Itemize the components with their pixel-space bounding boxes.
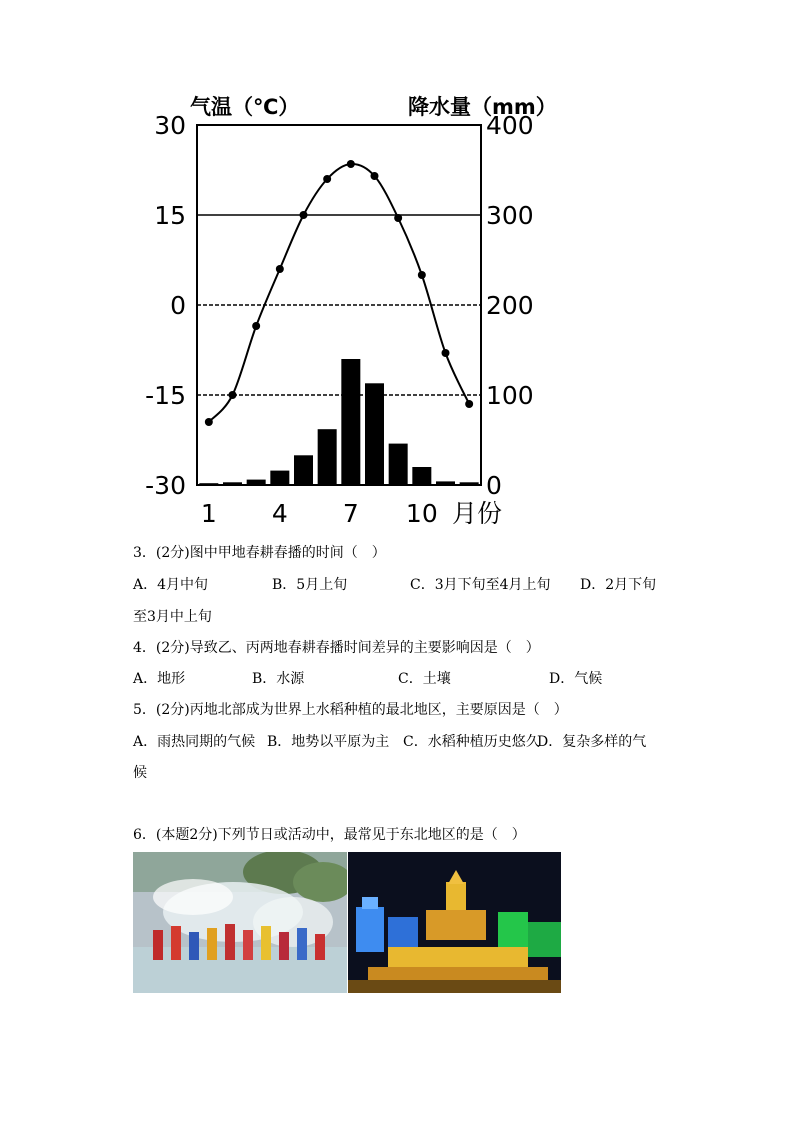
temperature-point-month-12: [465, 400, 473, 408]
y-left-tick-label: 30: [154, 111, 186, 140]
temperature-point-month-2: [229, 391, 237, 399]
precipitation-bars: [199, 359, 478, 485]
temperature-point-month-8: [371, 172, 379, 180]
question-3-option-b[interactable]: B．5月上旬: [272, 577, 348, 593]
precipitation-bar-month-12: [460, 482, 479, 485]
temperature-point-month-1: [205, 418, 213, 426]
question-3-option-d[interactable]: D．2月下旬: [580, 577, 657, 593]
x-tick-label: 1: [200, 499, 217, 525]
temperature-point-month-11: [442, 349, 450, 357]
question-3-option-a[interactable]: A．4月中旬: [133, 577, 209, 593]
y-right-tick-label: 400: [486, 111, 534, 140]
y-left-axis-title: 气温（℃）: [190, 95, 300, 119]
y-right-axis-title: 降水量（mm）: [408, 95, 557, 119]
y-right-tick-labels: [486, 111, 534, 500]
photo-water-splashing-festival[interactable]: [133, 852, 347, 993]
temperature-point-month-6: [323, 175, 331, 183]
precipitation-bar-month-1: [199, 483, 218, 485]
temperature-point-month-4: [276, 265, 284, 273]
precipitation-bar-month-10: [412, 467, 431, 485]
y-left-tick-label: 15: [154, 201, 186, 230]
temperature-point-month-10: [418, 271, 426, 279]
temperature-line: [209, 164, 469, 422]
y-right-tick-label: 300: [486, 201, 534, 230]
ice-festival-image: [348, 852, 561, 993]
y-left-tick-label: 0: [170, 291, 186, 320]
precipitation-bar-month-9: [389, 444, 408, 485]
water-festival-image: [133, 852, 347, 993]
precipitation-bar-month-5: [294, 455, 313, 485]
x-tick-label: 7: [342, 499, 359, 525]
precipitation-bar-month-4: [270, 471, 289, 485]
temperature-points: [205, 160, 473, 426]
precipitation-bar-month-11: [436, 481, 455, 485]
y-left-tick-label: -30: [145, 471, 186, 500]
y-right-tick-label: 100: [486, 381, 534, 410]
x-tick-labels: [201, 499, 502, 525]
climate-chart: [130, 85, 570, 525]
precipitation-bar-month-8: [365, 383, 384, 485]
question-4-stem: 4．(2分)导致乙、丙两地春耕春播时间差异的主要影响因是（ ）: [133, 640, 540, 656]
precipitation-bar-month-6: [318, 429, 337, 485]
precipitation-bar-month-2: [223, 482, 242, 485]
question-4-option-b[interactable]: B．水源: [252, 671, 305, 687]
question-5-option-a[interactable]: A．雨热同期的气候: [133, 734, 256, 750]
temperature-point-month-5: [300, 211, 308, 219]
y-left-tick-label: -15: [145, 381, 186, 410]
precipitation-bar-month-7: [341, 359, 360, 485]
question-3-option-c[interactable]: C．3月下旬至4月上旬: [410, 577, 551, 593]
question-5-option-c[interactable]: C．水稻种植历史悠久: [403, 734, 540, 750]
question-3-stem: 3．(2分)图中甲地春耕春播的时间（ ）: [133, 545, 386, 561]
question-6-stem: 6．(本题2分)下列节日或活动中，最常见于东北地区的是（ ）: [133, 827, 526, 843]
question-4-option-d[interactable]: D．气候: [549, 671, 603, 687]
y-right-tick-label: 0: [486, 471, 502, 500]
temperature-point-month-7: [347, 160, 355, 168]
temperature-point-month-9: [394, 214, 402, 222]
question-5-option-b[interactable]: B．地势以平原为主: [267, 734, 390, 750]
question-3-option-d-continued: 至3月中上旬: [133, 609, 212, 625]
question-4-option-a[interactable]: A．地形: [133, 671, 186, 687]
precipitation-bar-month-3: [247, 480, 266, 485]
photo-ice-lantern-festival[interactable]: [348, 852, 561, 993]
y-right-tick-label: 200: [486, 291, 534, 320]
x-tick-label: 10: [405, 499, 438, 525]
question-5-stem: 5．(2分)丙地北部成为世界上水稻种植的最北地区，主要原因是（ ）: [133, 702, 568, 718]
question-5-option-d-continued: 候: [133, 765, 147, 781]
question-4-option-c[interactable]: C．土壤: [398, 671, 451, 687]
question-5-option-d[interactable]: D．复杂多样的气: [537, 734, 647, 750]
y-left-tick-labels: [145, 111, 186, 500]
temperature-point-month-3: [252, 322, 260, 330]
x-unit-label: 月份: [452, 499, 503, 525]
x-tick-label: 4: [271, 499, 288, 525]
